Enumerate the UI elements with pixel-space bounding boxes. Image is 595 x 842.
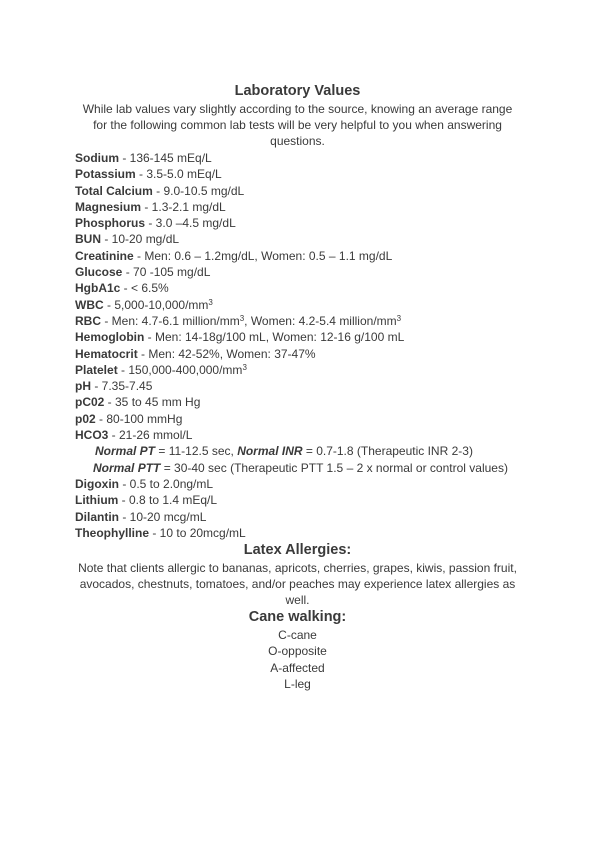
document-content (75, 82, 520, 692)
note-pt-inr (75, 443, 520, 459)
lab-theophylline (75, 525, 520, 541)
lab-name: Dilantin (75, 509, 119, 524)
lab-name: Lithium (75, 493, 119, 508)
note-value: = 11-12.5 sec, (155, 444, 238, 459)
lab-value: - Men: 14-18g/100 mL, Women: 12-16 g/100 mL (144, 330, 405, 345)
lab-phosphorus (75, 215, 520, 231)
lab-value: - 3.5-5.0 mEq/L (135, 167, 222, 182)
cane-line: C-cane (278, 628, 317, 643)
lab-lithium (75, 492, 520, 508)
lab-rbc (75, 313, 520, 329)
lab-wbc (75, 297, 520, 313)
cane-line: A-affected (270, 660, 325, 675)
lab-value: - Men: 42-52%, Women: 37-47% (137, 346, 316, 361)
lab-ph (75, 378, 520, 394)
lab-name: Theophylline (75, 525, 150, 540)
intro-paragraph: While lab values vary slightly according to the source, knowing an average range for the following common lab tests will be very helpful to you when answering questions. (82, 102, 513, 148)
lab-value: - 136-145 mEq/L (119, 151, 212, 165)
lab-digoxin (75, 476, 520, 492)
lab-name: Hemoglobin (75, 330, 145, 345)
lab-name: Hematocrit (75, 346, 138, 361)
lab-value: - 0.8 to 1.4 mEq/L (118, 493, 218, 508)
lab-name: pC02 (75, 395, 105, 410)
lab-creatinine (75, 248, 520, 264)
lab-name: p02 (75, 411, 96, 426)
lab-value: - 21-26 mmol/L (108, 428, 193, 443)
note-label: Normal PT (95, 444, 156, 459)
lab-value: - 7.35-7.45 (91, 379, 153, 394)
lab-name: Sodium (75, 151, 119, 165)
superscript: 3 (239, 313, 245, 323)
lab-value: - 35 to 45 mm Hg (104, 395, 201, 410)
cane-heading: Cane walking: (248, 609, 347, 626)
cane-line: L-leg (284, 677, 311, 692)
superscript: 3 (208, 297, 213, 307)
lab-potassium (75, 166, 520, 182)
lab-name: WBC (75, 297, 104, 312)
lab-name: BUN (75, 232, 101, 247)
lab-po2 (75, 411, 520, 427)
lab-name: HgbA1c (75, 281, 121, 296)
note-value: = 30-40 sec (Therapeutic PTT 1.5 – 2 x normal or control values) (160, 460, 508, 475)
lab-name: Glucose (75, 265, 123, 280)
lab-name: Phosphorus (75, 216, 146, 231)
note-value: = 0.7-1.8 (Therapeutic INR 2-3) (302, 444, 473, 459)
latex-paragraph: Note that clients allergic to bananas, apricots, cherries, grapes, kiwis, passion fruit, avocados, chestnuts, tomatoes, and/or peaches may experience latex allergies as well. (78, 561, 517, 608)
lab-value: - Men: 4.7-6.1 million/mm (101, 313, 240, 328)
lab-value: , Women: 4.2-5.4 million/mm (244, 313, 397, 328)
lab-name: Creatinine (75, 248, 134, 263)
lab-value: - 3.0 –4.5 mg/dL (145, 216, 236, 231)
lab-name: Total Calcium (75, 183, 153, 198)
lab-name: Digoxin (75, 476, 119, 491)
superscript: 3 (242, 362, 247, 372)
lab-bun (75, 231, 520, 247)
superscript: 3 (396, 313, 402, 323)
lab-value: - 10 to 20mcg/mL (149, 525, 246, 540)
lab-name: RBC (75, 313, 101, 328)
lab-value: - 9.0-10.5 mg/dL (152, 183, 245, 198)
lab-name: HCO3 (75, 428, 109, 443)
lab-calcium (75, 183, 520, 199)
lab-value: - 70 -105 mg/dL (122, 265, 211, 280)
lab-value: - 10-20 mg/dL (101, 232, 180, 247)
lab-value: - 0.5 to 2.0ng/mL (119, 476, 214, 491)
lab-value: - 150,000-400,000/mm (117, 362, 243, 377)
lab-hemoglobin (75, 329, 520, 345)
note-ptt (75, 460, 520, 476)
cane-line: O-opposite (268, 644, 327, 659)
note-label: Normal INR (237, 444, 303, 459)
lab-platelet (75, 362, 520, 378)
lab-value: - < 6.5% (120, 281, 169, 296)
lab-hgba1c (75, 280, 520, 296)
lab-glucose (75, 264, 520, 280)
lab-sodium (75, 150, 520, 166)
lab-value: - 10-20 mcg/mL (119, 509, 207, 524)
lab-value: - 80-100 mmHg (95, 411, 183, 426)
lab-name: pH (75, 379, 91, 394)
lab-name: Magnesium (75, 199, 142, 214)
lab-value: - 5,000-10,000/mm (103, 297, 209, 312)
note-label: Normal PTT (93, 460, 161, 475)
lab-hco3 (75, 427, 520, 443)
latex-heading: Latex Allergies: (243, 542, 352, 559)
lab-magnesium (75, 199, 520, 215)
lab-dilantin (75, 509, 520, 525)
lab-name: Platelet (75, 362, 118, 377)
lab-hematocrit (75, 346, 520, 362)
lab-pco2 (75, 394, 520, 410)
lab-value: - Men: 0.6 – 1.2mg/dL, Women: 0.5 – 1.1 mg/dL (133, 248, 393, 263)
page-title: Laboratory Values (234, 83, 361, 99)
lab-value: - 1.3-2.1 mg/dL (141, 199, 226, 214)
lab-name: Potassium (75, 167, 136, 182)
